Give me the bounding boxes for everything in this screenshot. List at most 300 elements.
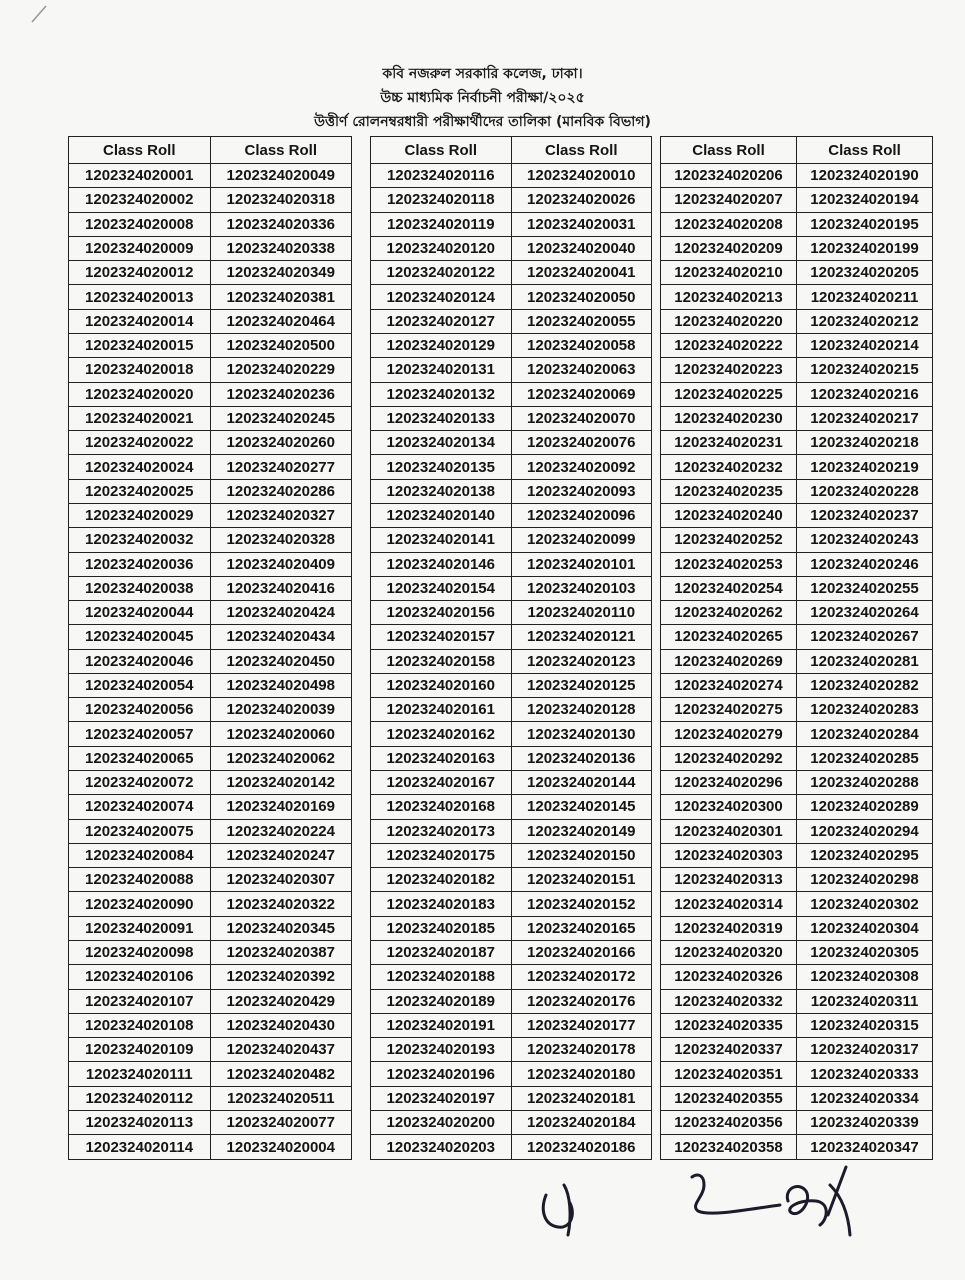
table-row	[371, 358, 652, 382]
table-row	[371, 503, 652, 527]
roll-cell: 1202324020157	[371, 625, 512, 649]
roll-cell: 1202324020075	[69, 819, 211, 843]
roll-cell: 1202324020304	[797, 916, 933, 940]
table-row	[69, 309, 352, 333]
table-row	[69, 1062, 352, 1086]
roll-cell: 1202324020178	[511, 1038, 652, 1062]
roll-cell: 1202324020243	[797, 528, 933, 552]
roll-tables	[68, 136, 933, 1162]
table-row	[69, 892, 352, 916]
table-row	[69, 164, 352, 188]
roll-cell: 1202324020032	[69, 528, 211, 552]
roll-cell: 1202324020138	[371, 479, 512, 503]
roll-cell: 1202324020317	[797, 1038, 933, 1062]
table-row	[371, 601, 652, 625]
roll-cell: 1202324020283	[797, 698, 933, 722]
exam-title: উচ্চ মাধ্যমিক নির্বাচনী পরীক্ষা/২০২৫	[380, 90, 585, 106]
roll-cell: 1202324020300	[661, 795, 797, 819]
table-row	[661, 406, 933, 430]
roll-table-group-1	[68, 136, 352, 1160]
roll-cell: 1202324020110	[511, 601, 652, 625]
table-row	[661, 771, 933, 795]
roll-cell: 1202324020172	[511, 965, 652, 989]
roll-cell: 1202324020308	[797, 965, 933, 989]
table-row	[661, 164, 933, 188]
table-row	[69, 625, 352, 649]
column-header: Class Roll	[511, 137, 652, 164]
roll-cell: 1202324020158	[371, 649, 512, 673]
roll-cell: 1202324020187	[371, 941, 512, 965]
roll-cell: 1202324020188	[371, 965, 512, 989]
roll-cell: 1202324020189	[371, 989, 512, 1013]
roll-cell: 1202324020152	[511, 892, 652, 916]
table-row	[371, 941, 652, 965]
table-row	[371, 892, 652, 916]
roll-cell: 1202324020424	[210, 601, 352, 625]
roll-cell: 1202324020347	[797, 1135, 933, 1160]
roll-cell: 1202324020069	[511, 382, 652, 406]
table-row	[69, 868, 352, 892]
table-row	[69, 188, 352, 212]
roll-cell: 1202324020208	[661, 212, 797, 236]
table-row	[69, 382, 352, 406]
roll-cell: 1202324020345	[210, 916, 352, 940]
roll-cell: 1202324020009	[69, 236, 211, 260]
roll-cell: 1202324020135	[371, 455, 512, 479]
roll-cell: 1202324020062	[210, 746, 352, 770]
roll-cell: 1202324020131	[371, 358, 512, 382]
roll-cell: 1202324020223	[661, 358, 797, 382]
roll-cell: 1202324020039	[210, 698, 352, 722]
roll-cell: 1202324020101	[511, 552, 652, 576]
roll-cell: 1202324020246	[797, 552, 933, 576]
roll-cell: 1202324020434	[210, 625, 352, 649]
roll-cell: 1202324020231	[661, 431, 797, 455]
table-row	[661, 1086, 933, 1110]
table-row	[371, 382, 652, 406]
roll-cell: 1202324020154	[371, 576, 512, 600]
roll-cell: 1202324020092	[511, 455, 652, 479]
roll-cell: 1202324020190	[797, 164, 933, 188]
roll-cell: 1202324020183	[371, 892, 512, 916]
roll-cell: 1202324020045	[69, 625, 211, 649]
table-row	[661, 625, 933, 649]
roll-cell: 1202324020314	[661, 892, 797, 916]
table-row	[661, 212, 933, 236]
roll-cell: 1202324020294	[797, 819, 933, 843]
roll-cell: 1202324020232	[661, 455, 797, 479]
table-row	[69, 1110, 352, 1134]
roll-cell: 1202324020098	[69, 941, 211, 965]
table-row	[371, 236, 652, 260]
roll-cell: 1202324020091	[69, 916, 211, 940]
roll-cell: 1202324020031	[511, 212, 652, 236]
roll-cell: 1202324020167	[371, 771, 512, 795]
roll-cell: 1202324020219	[797, 455, 933, 479]
roll-cell: 1202324020260	[210, 431, 352, 455]
roll-cell: 1202324020358	[661, 1135, 797, 1160]
table-row	[69, 479, 352, 503]
roll-cell: 1202324020279	[661, 722, 797, 746]
roll-cell: 1202324020235	[661, 479, 797, 503]
table-row	[69, 746, 352, 770]
roll-cell: 1202324020264	[797, 601, 933, 625]
roll-cell: 1202324020205	[797, 261, 933, 285]
roll-cell: 1202324020113	[69, 1110, 211, 1134]
roll-cell: 1202324020150	[511, 843, 652, 867]
table-row	[661, 309, 933, 333]
roll-cell: 1202324020200	[371, 1110, 512, 1134]
roll-cell: 1202324020303	[661, 843, 797, 867]
table-row	[371, 1086, 652, 1110]
list-title: উত্তীর্ণ রোলনম্বরধারী পরীক্ষার্থীদের তালিকা (মানবিক বিভাগ)	[314, 114, 651, 130]
roll-cell: 1202324020180	[511, 1062, 652, 1086]
roll-cell: 1202324020275	[661, 698, 797, 722]
roll-cell: 1202324020274	[661, 673, 797, 697]
table-row	[69, 989, 352, 1013]
roll-cell: 1202324020230	[661, 406, 797, 430]
roll-cell: 1202324020046	[69, 649, 211, 673]
roll-cell: 1202324020129	[371, 333, 512, 357]
table-row	[69, 649, 352, 673]
roll-cell: 1202324020498	[210, 673, 352, 697]
table-row	[661, 1062, 933, 1086]
table-row	[371, 625, 652, 649]
table-row	[69, 406, 352, 430]
roll-cell: 1202324020315	[797, 1013, 933, 1037]
roll-cell: 1202324020336	[210, 212, 352, 236]
table-row	[69, 795, 352, 819]
roll-cell: 1202324020114	[69, 1135, 211, 1160]
roll-cell: 1202324020161	[371, 698, 512, 722]
roll-cell: 1202324020186	[511, 1135, 652, 1160]
table-row	[371, 261, 652, 285]
roll-cell: 1202324020214	[797, 333, 933, 357]
roll-cell: 1202324020107	[69, 989, 211, 1013]
table-row	[661, 601, 933, 625]
roll-cell: 1202324020285	[797, 746, 933, 770]
roll-cell: 1202324020041	[511, 261, 652, 285]
roll-cell: 1202324020040	[511, 236, 652, 260]
roll-cell: 1202324020024	[69, 455, 211, 479]
table-row	[69, 601, 352, 625]
table-row	[69, 771, 352, 795]
roll-cell: 1202324020136	[511, 746, 652, 770]
table-row	[69, 358, 352, 382]
roll-cell: 1202324020216	[797, 382, 933, 406]
table-row	[371, 1038, 652, 1062]
table-row	[661, 382, 933, 406]
roll-cell: 1202324020429	[210, 989, 352, 1013]
roll-cell: 1202324020015	[69, 333, 211, 357]
table-row	[69, 236, 352, 260]
roll-cell: 1202324020116	[371, 164, 512, 188]
table-row	[661, 795, 933, 819]
roll-cell: 1202324020262	[661, 601, 797, 625]
roll-cell: 1202324020225	[661, 382, 797, 406]
roll-cell: 1202324020255	[797, 576, 933, 600]
roll-cell: 1202324020327	[210, 503, 352, 527]
table-row	[69, 503, 352, 527]
roll-cell: 1202324020307	[210, 868, 352, 892]
roll-cell: 1202324020008	[69, 212, 211, 236]
roll-cell: 1202324020168	[371, 795, 512, 819]
roll-cell: 1202324020132	[371, 382, 512, 406]
signature-2	[680, 1155, 870, 1245]
table-row	[371, 576, 652, 600]
table-row	[371, 1110, 652, 1134]
table-row	[69, 333, 352, 357]
table-row	[661, 236, 933, 260]
roll-cell: 1202324020247	[210, 843, 352, 867]
roll-cell: 1202324020070	[511, 406, 652, 430]
table-row	[661, 746, 933, 770]
roll-cell: 1202324020018	[69, 358, 211, 382]
roll-cell: 1202324020212	[797, 309, 933, 333]
table-row	[69, 576, 352, 600]
roll-cell: 1202324020281	[797, 649, 933, 673]
table-row	[371, 989, 652, 1013]
roll-cell: 1202324020319	[661, 916, 797, 940]
roll-cell: 1202324020355	[661, 1086, 797, 1110]
roll-cell: 1202324020063	[511, 358, 652, 382]
roll-cell: 1202324020381	[210, 285, 352, 309]
roll-cell: 1202324020074	[69, 795, 211, 819]
roll-cell: 1202324020146	[371, 552, 512, 576]
roll-cell: 1202324020335	[661, 1013, 797, 1037]
table-row	[661, 722, 933, 746]
roll-cell: 1202324020217	[797, 406, 933, 430]
roll-cell: 1202324020054	[69, 673, 211, 697]
roll-cell: 1202324020511	[210, 1086, 352, 1110]
table-row	[371, 771, 652, 795]
table-row	[69, 1135, 352, 1160]
roll-cell: 1202324020125	[511, 673, 652, 697]
roll-cell: 1202324020151	[511, 868, 652, 892]
roll-cell: 1202324020295	[797, 843, 933, 867]
roll-cell: 1202324020228	[797, 479, 933, 503]
table-row	[371, 309, 652, 333]
roll-cell: 1202324020004	[210, 1135, 352, 1160]
table-row	[371, 406, 652, 430]
table-row	[661, 576, 933, 600]
roll-cell: 1202324020387	[210, 941, 352, 965]
roll-cell: 1202324020169	[210, 795, 352, 819]
table-row	[371, 333, 652, 357]
roll-cell: 1202324020337	[661, 1038, 797, 1062]
roll-cell: 1202324020196	[371, 1062, 512, 1086]
roll-cell: 1202324020163	[371, 746, 512, 770]
table-row	[661, 1038, 933, 1062]
roll-cell: 1202324020123	[511, 649, 652, 673]
roll-cell: 1202324020195	[797, 212, 933, 236]
roll-cell: 1202324020229	[210, 358, 352, 382]
table-row	[661, 285, 933, 309]
roll-cell: 1202324020322	[210, 892, 352, 916]
table-row	[69, 261, 352, 285]
roll-cell: 1202324020145	[511, 795, 652, 819]
roll-cell: 1202324020014	[69, 309, 211, 333]
roll-cell: 1202324020500	[210, 333, 352, 357]
table-row	[371, 552, 652, 576]
table-row	[69, 916, 352, 940]
roll-cell: 1202324020210	[661, 261, 797, 285]
roll-cell: 1202324020057	[69, 722, 211, 746]
roll-cell: 1202324020409	[210, 552, 352, 576]
table-row	[661, 843, 933, 867]
roll-cell: 1202324020058	[511, 333, 652, 357]
table-row	[371, 673, 652, 697]
table-row	[661, 358, 933, 382]
column-header: Class Roll	[661, 137, 797, 164]
roll-cell: 1202324020020	[69, 382, 211, 406]
table-row	[371, 795, 652, 819]
roll-cell: 1202324020166	[511, 941, 652, 965]
roll-cell: 1202324020450	[210, 649, 352, 673]
roll-cell: 1202324020338	[210, 236, 352, 260]
roll-cell: 1202324020265	[661, 625, 797, 649]
table-row	[371, 1135, 652, 1160]
roll-cell: 1202324020103	[511, 576, 652, 600]
roll-cell: 1202324020213	[661, 285, 797, 309]
roll-cell: 1202324020112	[69, 1086, 211, 1110]
roll-cell: 1202324020267	[797, 625, 933, 649]
roll-cell: 1202324020254	[661, 576, 797, 600]
roll-cell: 1202324020111	[69, 1062, 211, 1086]
table-row	[69, 1013, 352, 1037]
roll-cell: 1202324020286	[210, 479, 352, 503]
roll-cell: 1202324020305	[797, 941, 933, 965]
roll-cell: 1202324020245	[210, 406, 352, 430]
roll-cell: 1202324020193	[371, 1038, 512, 1062]
roll-cell: 1202324020392	[210, 965, 352, 989]
roll-cell: 1202324020176	[511, 989, 652, 1013]
document-header	[0, 62, 965, 134]
roll-cell: 1202324020207	[661, 188, 797, 212]
roll-cell: 1202324020292	[661, 746, 797, 770]
table-row	[69, 431, 352, 455]
roll-cell: 1202324020220	[661, 309, 797, 333]
roll-cell: 1202324020224	[210, 819, 352, 843]
roll-table-group-2	[370, 136, 652, 1160]
roll-cell: 1202324020127	[371, 309, 512, 333]
table-row	[371, 868, 652, 892]
roll-cell: 1202324020199	[797, 236, 933, 260]
roll-cell: 1202324020240	[661, 503, 797, 527]
table-row	[371, 455, 652, 479]
roll-cell: 1202324020140	[371, 503, 512, 527]
table-row	[661, 892, 933, 916]
roll-cell: 1202324020313	[661, 868, 797, 892]
roll-cell: 1202324020084	[69, 843, 211, 867]
roll-cell: 1202324020065	[69, 746, 211, 770]
table-row	[371, 164, 652, 188]
roll-cell: 1202324020339	[797, 1110, 933, 1134]
roll-cell: 1202324020218	[797, 431, 933, 455]
roll-cell: 1202324020328	[210, 528, 352, 552]
roll-cell: 1202324020194	[797, 188, 933, 212]
roll-cell: 1202324020332	[661, 989, 797, 1013]
column-header: Class Roll	[797, 137, 933, 164]
roll-cell: 1202324020036	[69, 552, 211, 576]
table-row	[371, 843, 652, 867]
roll-cell: 1202324020021	[69, 406, 211, 430]
table-row	[69, 941, 352, 965]
roll-cell: 1202324020437	[210, 1038, 352, 1062]
roll-cell: 1202324020175	[371, 843, 512, 867]
table-row	[69, 455, 352, 479]
roll-cell: 1202324020252	[661, 528, 797, 552]
roll-cell: 1202324020012	[69, 261, 211, 285]
roll-cell: 1202324020236	[210, 382, 352, 406]
table-row	[371, 698, 652, 722]
roll-cell: 1202324020141	[371, 528, 512, 552]
table-row	[69, 1038, 352, 1062]
roll-cell: 1202324020482	[210, 1062, 352, 1086]
roll-cell: 1202324020320	[661, 941, 797, 965]
table-row	[661, 503, 933, 527]
roll-cell: 1202324020122	[371, 261, 512, 285]
roll-cell: 1202324020060	[210, 722, 352, 746]
roll-cell: 1202324020130	[511, 722, 652, 746]
table-row	[371, 916, 652, 940]
roll-cell: 1202324020088	[69, 868, 211, 892]
roll-cell: 1202324020026	[511, 188, 652, 212]
table-row	[661, 1013, 933, 1037]
roll-cell: 1202324020121	[511, 625, 652, 649]
table-row	[69, 285, 352, 309]
roll-cell: 1202324020185	[371, 916, 512, 940]
table-row	[661, 455, 933, 479]
roll-cell: 1202324020181	[511, 1086, 652, 1110]
table-row	[661, 916, 933, 940]
roll-cell: 1202324020318	[210, 188, 352, 212]
roll-cell: 1202324020253	[661, 552, 797, 576]
roll-cell: 1202324020134	[371, 431, 512, 455]
roll-cell: 1202324020269	[661, 649, 797, 673]
roll-cell: 1202324020209	[661, 236, 797, 260]
table-row	[661, 989, 933, 1013]
table-row	[661, 552, 933, 576]
roll-cell: 1202324020013	[69, 285, 211, 309]
roll-cell: 1202324020356	[661, 1110, 797, 1134]
table-row	[69, 722, 352, 746]
table-row	[371, 188, 652, 212]
roll-table-group-3	[660, 136, 933, 1160]
roll-cell: 1202324020165	[511, 916, 652, 940]
roll-cell: 1202324020197	[371, 1086, 512, 1110]
table-row	[69, 673, 352, 697]
roll-cell: 1202324020077	[210, 1110, 352, 1134]
column-header: Class Roll	[69, 137, 211, 164]
roll-cell: 1202324020156	[371, 601, 512, 625]
roll-cell: 1202324020333	[797, 1062, 933, 1086]
roll-cell: 1202324020093	[511, 479, 652, 503]
table-row	[371, 528, 652, 552]
table-row	[371, 965, 652, 989]
college-name: কবি নজরুল সরকারি কলেজ, ঢাকা।	[382, 66, 583, 82]
roll-cell: 1202324020464	[210, 309, 352, 333]
table-row	[69, 212, 352, 236]
roll-cell: 1202324020108	[69, 1013, 211, 1037]
table-row	[661, 1110, 933, 1134]
roll-cell: 1202324020090	[69, 892, 211, 916]
roll-cell: 1202324020055	[511, 309, 652, 333]
table-row	[661, 819, 933, 843]
roll-cell: 1202324020072	[69, 771, 211, 795]
table-row	[69, 843, 352, 867]
roll-cell: 1202324020128	[511, 698, 652, 722]
